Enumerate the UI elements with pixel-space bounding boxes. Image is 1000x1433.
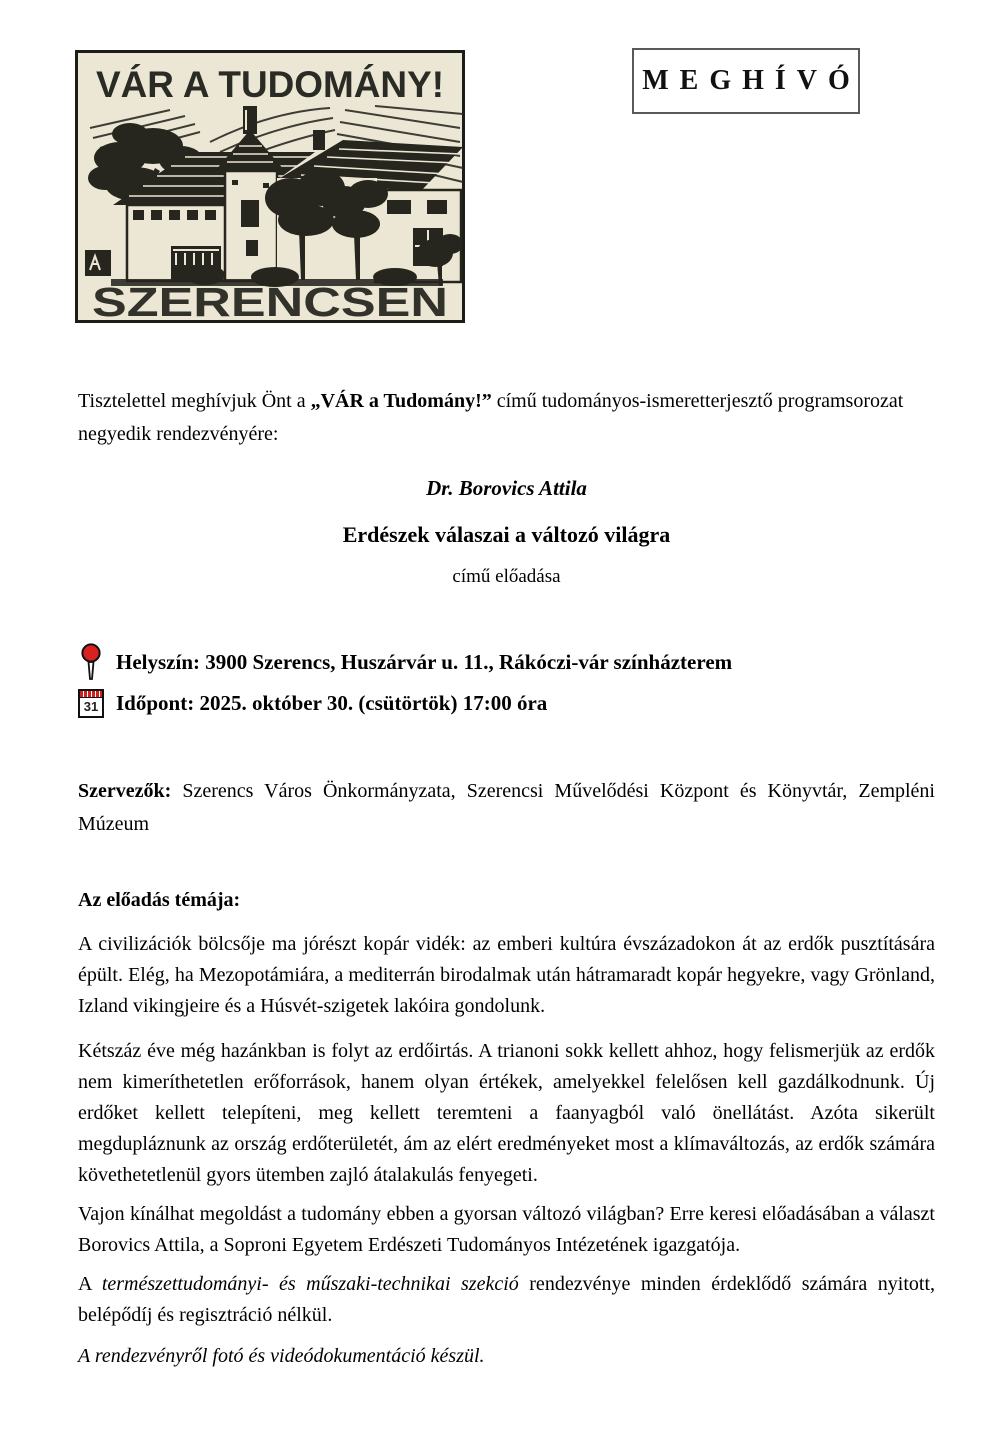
section-note-paragraph: [78, 1269, 935, 1331]
calendar-day-number: 31: [83, 698, 99, 714]
invitation-badge: [632, 48, 860, 114]
time-label: Időpont:: [116, 691, 195, 715]
castle-woodcut-illustration: [75, 50, 465, 323]
speaker-name: Dr. Borovics Attila: [426, 476, 587, 500]
topic-paragraph-2: Kétszáz éve még hazánkban is folyt az erdőirtás. A trianoni sokk kellett ahhoz, hogy felismerjük az erdők nem kimeríthetetlen erőforrások, hanem olyan értékek, amelyekkel felelősen kell gazdálkodnunk. Új erdőket kellett telepíteni, meg kellett teremteni a faanyagból való önellátást. Azóta sikerült megdupláznunk az ország erdőterületét, ám az elért eredményeket most a klímaváltozás, az erdők számára követhetetlenül gyors ütemben zajló átalakulás fenyegeti.: [78, 1040, 935, 1186]
topic-paragraph-1: A civilizációk bölcsője ma jórészt kopár vidék: az emberi kultúra évszázadokon át az erdők pusztítására épült. Elég, ha Mezopotámiára, a mediterrán birodalmak után hátramaradt kopár hegyekre, vagy Grönland, Izland vikingjeire és a Húsvét-szigetek lakóira gondolunk.: [78, 933, 935, 1017]
section-note-italic: természettudományi- és műszaki-technikai szekció: [101, 1273, 519, 1295]
location-label: Helyszín:: [116, 650, 200, 674]
time-value: 2025. október 30. (csütörtök) 17:00 óra: [194, 691, 548, 715]
organizers-value: Szerencs Város Önkormányzata, Szerencsi Művelődési Központ és Könyvtár, Zempléni Múzeum: [78, 780, 940, 835]
intro-paragraph: [78, 385, 935, 451]
footer-note: A rendezvényről fotó és videódokumentáció készül.: [78, 1345, 485, 1367]
section-note-prefix: A: [78, 1273, 102, 1295]
lecture-title: Erdészek válaszai a változó világra: [342, 522, 671, 547]
section-note-suffix: rendezvénye minden érdeklődő számára nyitott, belépődíj és regisztráció nélkül.: [78, 1273, 935, 1326]
intro-series-title: „VÁR a Tudomány!”: [310, 390, 492, 412]
time-line: [78, 685, 935, 721]
location-value: 3900 Szerencs, Huszárvár u. 11., Rákóczi-vár színházterem: [200, 650, 733, 674]
logo-subtitle-text: SZERENCSEN: [92, 279, 448, 323]
logo-var-a-tudomany: [75, 50, 465, 323]
logo-title-text: VÁR A TUDOMÁNY!: [96, 64, 444, 105]
topic-paragraph-3: Vajon kínálhat megoldást a tudomány ebben a gyorsan változó világban? Erre keresi előadásában a választ Borovics Attila, a Soproni Egyetem Erdészeti Tudományos Intézetének igazgatója.: [78, 1203, 935, 1256]
invitation-badge-label: MEGHÍVÓ: [642, 65, 861, 96]
document-body: [78, 385, 940, 1372]
intro-suffix: című tudományos-ismeretterjesztő programsorozat negyedik rendezvényére:: [78, 390, 904, 445]
topic-heading: Az előadás témája:: [78, 889, 241, 911]
calendar-icon: [78, 689, 104, 718]
organizers-label: Szervezők:: [78, 780, 172, 802]
location-pin-icon: [78, 643, 104, 681]
lecture-title-suffix: című előadása: [452, 566, 561, 587]
intro-prefix: Tisztelettel meghívjuk Önt a: [78, 390, 311, 412]
organizers-paragraph: [78, 775, 940, 841]
location-line: [78, 643, 935, 681]
artist-monogram: [85, 250, 111, 276]
